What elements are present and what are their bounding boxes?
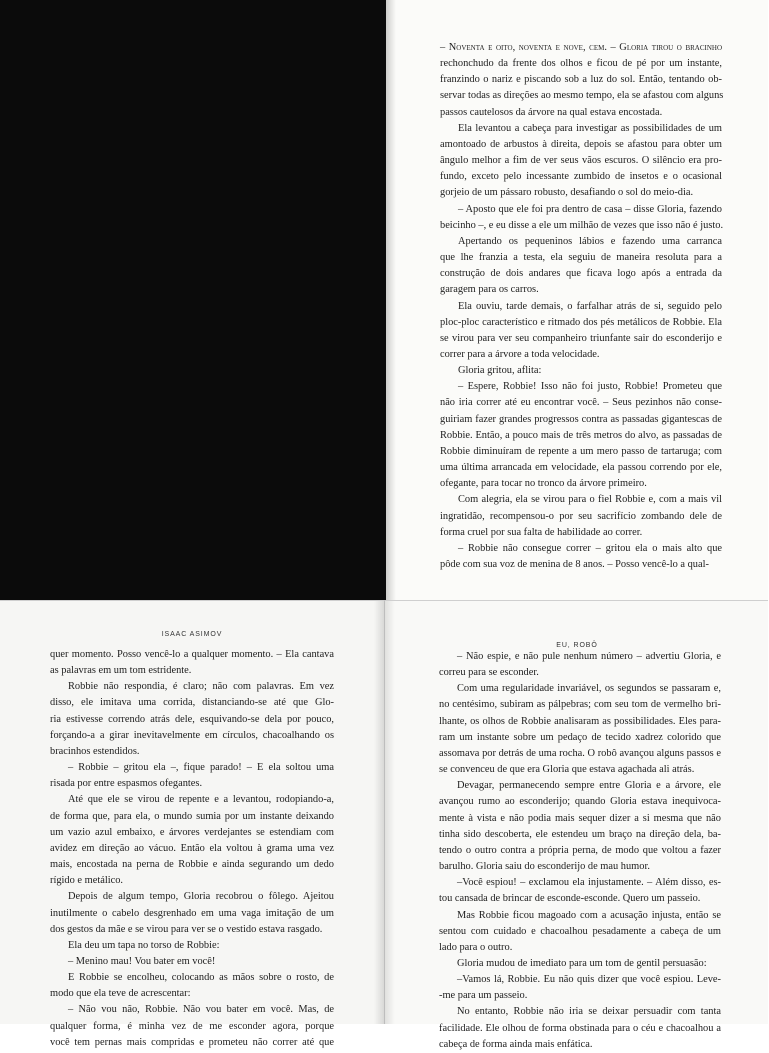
text-line: risada por entre espasmos ofegantes. bbox=[50, 778, 203, 790]
gutter-shadow bbox=[386, 0, 396, 600]
text-line: rígido e metálico. bbox=[50, 875, 123, 887]
text-line: Com uma regularidade invariável, os segundos se passaram e, bbox=[457, 683, 721, 695]
text-line: -me para um passeio. bbox=[439, 990, 528, 1002]
text-line: barulho. Gloria saiu do esconderijo de mau humor. bbox=[439, 861, 650, 873]
text-line: uma última arrancada em velocidade, ela passou correndo por ele, bbox=[440, 462, 722, 474]
text-line: Robbie não respondia, é claro; não com palavras. Em vez bbox=[68, 681, 334, 693]
text-line: sentou com cuidado e chacoalhou pesadamente a cabeça de um bbox=[439, 925, 721, 937]
text-line: tendo o outro contra a própria perna, de modo que voltou a fazer bbox=[439, 844, 721, 856]
text-line: rechonchudo da frente dos olhos e ficou de pé por um instante, bbox=[440, 58, 722, 70]
text-line: Robbie. Então, a pouco mais de três metros do alvo, as passadas de bbox=[440, 429, 722, 441]
text-line: no centésimo, subiram as pálpebras; com seu tom de vermelho bri- bbox=[439, 699, 721, 711]
text-line: tinha sido descoberta, ele estendeu um braço na direção dela, ba- bbox=[439, 828, 721, 840]
text-line: disso, ele imitava uma corrida, distanciando-se até que Glo- bbox=[50, 697, 334, 709]
text-line: – Robbie não consegue correr – gritou ela o mais alto que bbox=[458, 542, 722, 554]
left-page-bottom bbox=[0, 600, 384, 1048]
page-text-block bbox=[50, 647, 334, 1051]
text-line: ofegante, para tocar no tronco da árvore primeiro. bbox=[440, 478, 647, 490]
text-line: um vazio azul embaixo, e árvores verdejantes se estendiam com bbox=[50, 826, 334, 838]
text-line: pôde com sua voz de menina de 8 anos. – Posso vencê-lo a qual- bbox=[440, 559, 709, 570]
text-line: mente à vista e não podia mais sequer dizer a si mesma que não bbox=[439, 812, 721, 824]
text-line: servar todas as direções ao mesmo tempo, ela se afastou com alguns bbox=[440, 90, 724, 102]
text-line: se virou para ver seu companheiro triunfante sair do esconderijo e bbox=[440, 332, 722, 344]
text-line: dos gestos da mãe e se virou para ver se o vestido estava rasgado. bbox=[50, 923, 323, 935]
text-line: Robbie diminuíram de repente a um mero passo de tartaruga; com bbox=[440, 445, 722, 457]
gutter-shadow bbox=[385, 601, 395, 1024]
text-line: cabeça de forma ainda mais enfática. bbox=[439, 1038, 593, 1050]
text-line: Mas Robbie ficou magoado com a acusação injusta, então se bbox=[457, 909, 721, 921]
text-line: correr para a árvore a toda velocidade. bbox=[440, 348, 600, 360]
text-line: que lhe franzia a testa, ela seguiu de maneira resoluta para a bbox=[440, 252, 722, 264]
text-line: assomava por detrás de uma rocha. O robô avançou alguns passos e bbox=[439, 747, 721, 759]
text-line: Depois de algum tempo, Gloria recobrou o fôlego. Ajeitou bbox=[68, 891, 334, 903]
blank-dark-page bbox=[0, 0, 386, 600]
text-line: forçando-a a girar inevitavelmente em círculos, chacoalhando os bbox=[50, 729, 334, 741]
text-line: beicinho –, e eu disse a ele um milhão de vezes que isso não é justo. bbox=[440, 219, 724, 231]
text-line: ingratidão, recompensou-o por seu sacrifício zombando dele de bbox=[440, 510, 722, 522]
text-line: ploc-ploc característico e ritmado dos pés metálicos de Robbie. Ela bbox=[440, 316, 722, 328]
right-page-top bbox=[386, 0, 768, 600]
text-line: ria estivesse correndo atrás dele, esquivando-se dela por pouco, bbox=[50, 713, 334, 725]
page-text-block bbox=[440, 40, 722, 573]
text-line: – Não espie, e não pule nenhum número – advertiu Gloria, e bbox=[457, 651, 721, 662]
text-line: você tem pernas mais compridas e prometeu não correr até que bbox=[50, 1036, 334, 1048]
text-line: modo que ela teve de acrescentar: bbox=[50, 988, 191, 1000]
text-line: franzindo o nariz e piscando sob a luz do sol. Então, tentando ob- bbox=[440, 74, 722, 86]
text-line: avidez em direção ao vácuo. Então ela voltou à grama uma vez bbox=[50, 842, 334, 854]
running-head-author: ISAAC ASIMOV bbox=[161, 631, 223, 638]
text-line: não iria correr até eu encontrar você. – Seus pezinhos não conse- bbox=[440, 397, 722, 409]
text-line: Apertando os pequeninos lábios e fazendo uma carranca bbox=[458, 235, 722, 247]
text-line: facilidade. Ele olhou de forma obstinada para o céu e chacoalhou a bbox=[439, 1022, 721, 1034]
running-head-title: EU, ROBÔ bbox=[556, 642, 598, 649]
text-line: Com alegria, ela se virou para o fiel Robbie e, com a mais vil bbox=[458, 494, 722, 506]
text-line: lado para o outro. bbox=[439, 941, 513, 953]
text-line: forma cruel por sua falta de habilidade ao correr. bbox=[440, 526, 643, 538]
text-line: ângulo melhor a fim de ver seus vãos escuros. O silêncio era pro- bbox=[440, 155, 722, 167]
text-line: mais, encostada na perna de Robbie e ainda segurando um dedo bbox=[50, 859, 334, 871]
text-line: Ela deu um tapa no torso de Robbie: bbox=[68, 939, 220, 951]
text-line: amontoado de arbustos à direita, depois se afastou para obter um bbox=[440, 138, 722, 150]
text-line: – Não vou não, Robbie. Não vou bater em você. Mas, de bbox=[68, 1004, 334, 1016]
text-line: inutilmente o cabelo desgrenhado em uma vaga imitação de um bbox=[50, 907, 334, 919]
page-text-block bbox=[439, 649, 721, 1053]
text-line: Até que ele se virou de repente e a levantou, rodopiando-a, bbox=[68, 794, 334, 806]
text-line: quer momento. Posso vencê-lo a qualquer momento. – Ela cantava bbox=[50, 649, 334, 660]
text-line: tou cansada de brincar de esconde-esconde. Quero um passeio. bbox=[439, 893, 701, 905]
right-page-bottom bbox=[384, 600, 768, 1050]
text-line: E Robbie se encolheu, colocando as mãos sobre o rosto, de bbox=[68, 972, 334, 984]
text-line: Gloria gritou, aflita: bbox=[458, 365, 542, 377]
text-line: Ela levantou a cabeça para investigar as possibilidades de um bbox=[458, 122, 722, 134]
text-line: garagem para os carros. bbox=[440, 284, 539, 296]
text-line: – Espere, Robbie! Isso não foi justo, Robbie! Prometeu que bbox=[458, 381, 722, 393]
text-line: fundo, exceto pelo incessante zumbido de insetos e o ocasional bbox=[440, 171, 722, 183]
text-line: passos cautelosos da árvore na qual estava encostada. bbox=[440, 106, 663, 118]
text-line: No entanto, Robbie não iria se deixar persuadir com tanta bbox=[457, 1006, 721, 1018]
text-line: Gloria mudou de imediato para um tom de gentil persuasão: bbox=[457, 957, 707, 969]
text-line: construção de dois andares que ficava logo após a entrada da bbox=[440, 268, 722, 280]
text-line: correu para se esconder. bbox=[439, 667, 539, 679]
text-line: qualquer forma, é minha vez de me esconder agora, porque bbox=[50, 1020, 334, 1032]
text-line: – Aposto que ele foi pra dentro de casa – disse Gloria, fazendo bbox=[458, 203, 722, 215]
text-line: – Menino mau! Vou bater em você! bbox=[68, 955, 216, 967]
text-line: guiriam fazer grandes progressos contra as passadas gigantescas de bbox=[440, 413, 722, 425]
text-line: Devagar, permanecendo sempre entre Gloria e a árvore, ele bbox=[457, 780, 721, 792]
text-line: –Vamos lá, Robbie. Eu não quis dizer que você espiou. Leve- bbox=[457, 974, 721, 986]
text-line: de forma que, para ela, o mundo sumia por um instante deixando bbox=[50, 810, 334, 822]
text-line: as palavras em um tom estridente. bbox=[50, 665, 192, 677]
text-line: –Você espiou! – exclamou ela injustamente. – Além disso, es- bbox=[457, 877, 721, 889]
text-line: lhante, os olhos de Robbie analisaram as possibilidades. Eles para- bbox=[439, 715, 721, 727]
text-line: avançou rumo ao esconderijo; quando Gloria estava inequivoca- bbox=[439, 796, 721, 808]
text-line: ram um instante sobre um pedaço de tecido xadrez colorido que bbox=[439, 731, 721, 743]
gutter-shadow bbox=[374, 601, 384, 1024]
text-line: bracinhos estendidos. bbox=[50, 745, 140, 757]
text-line: – Noventa e oito, noventa e nove, cem. – Gloria tirou o bracinho bbox=[440, 42, 722, 53]
text-line: gorjeio de um pássaro robusto, desafiando o sol do meio-dia. bbox=[440, 187, 694, 199]
text-line: se convenceu de que era Gloria que estava agachada ali atrás. bbox=[439, 764, 695, 776]
text-line: – Robbie – gritou ela –, fique parado! – E ela soltou uma bbox=[68, 762, 334, 774]
text-line: Ela ouviu, tarde demais, o farfalhar atrás de si, seguido pelo bbox=[458, 300, 722, 312]
